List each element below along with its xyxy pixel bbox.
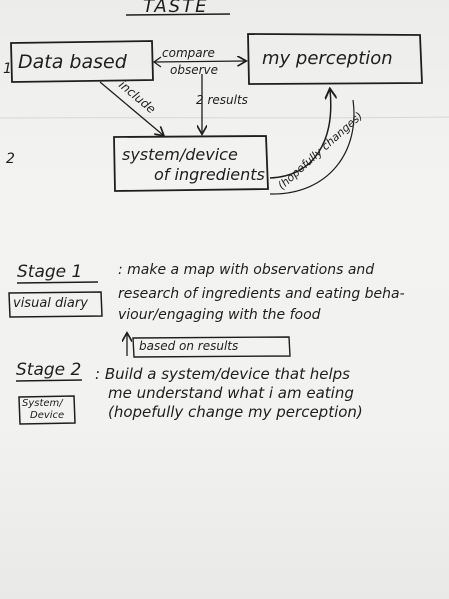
edge-label-compare: compare [162, 46, 215, 60]
stage2-line-1: : Build a system/device that helps [95, 365, 350, 383]
title: TASTE [143, 0, 209, 17]
stage1-line-3: viour/engaging with the food [118, 307, 321, 323]
stage1-tag: visual diary [13, 296, 88, 311]
stage1-line-1: : make a map with observations and [118, 262, 375, 278]
stage2-line-3: (hopefully change my perception) [108, 403, 363, 421]
edge-compare-observe [155, 61, 245, 62]
stage2-name: Stage 2 [16, 360, 82, 380]
stage1-name: Stage 1 [17, 262, 83, 282]
stage2-tag-line2: Device [30, 410, 65, 421]
edge-label-include: include [116, 77, 159, 117]
node-system-label-line1: system/device [122, 145, 238, 164]
stage1-name-underline [17, 282, 98, 283]
node-data-based-label: Data based [18, 51, 127, 73]
edge-label-results: 2 results [196, 93, 248, 107]
row-marker-2: 2 [6, 151, 15, 167]
page-fold-line [0, 117, 449, 118]
edge-label-observe: observe [170, 63, 219, 77]
stage2-name-underline [16, 380, 82, 381]
node-my-perception-label: my perception [262, 48, 393, 69]
edge-label-hopefully-changes: (hopefully changes) [275, 109, 366, 193]
stage2-line-2: me understand what i am eating [108, 384, 354, 402]
stage1-note: based on results [139, 339, 239, 353]
stage1-line-2: research of ingredients and eating beha- [118, 286, 405, 302]
stage2-tag-line1: System/ [22, 398, 63, 409]
node-system-label-line2: of ingredients [154, 165, 265, 184]
title-underline [126, 14, 230, 15]
row-marker-1: 1 [3, 61, 12, 77]
